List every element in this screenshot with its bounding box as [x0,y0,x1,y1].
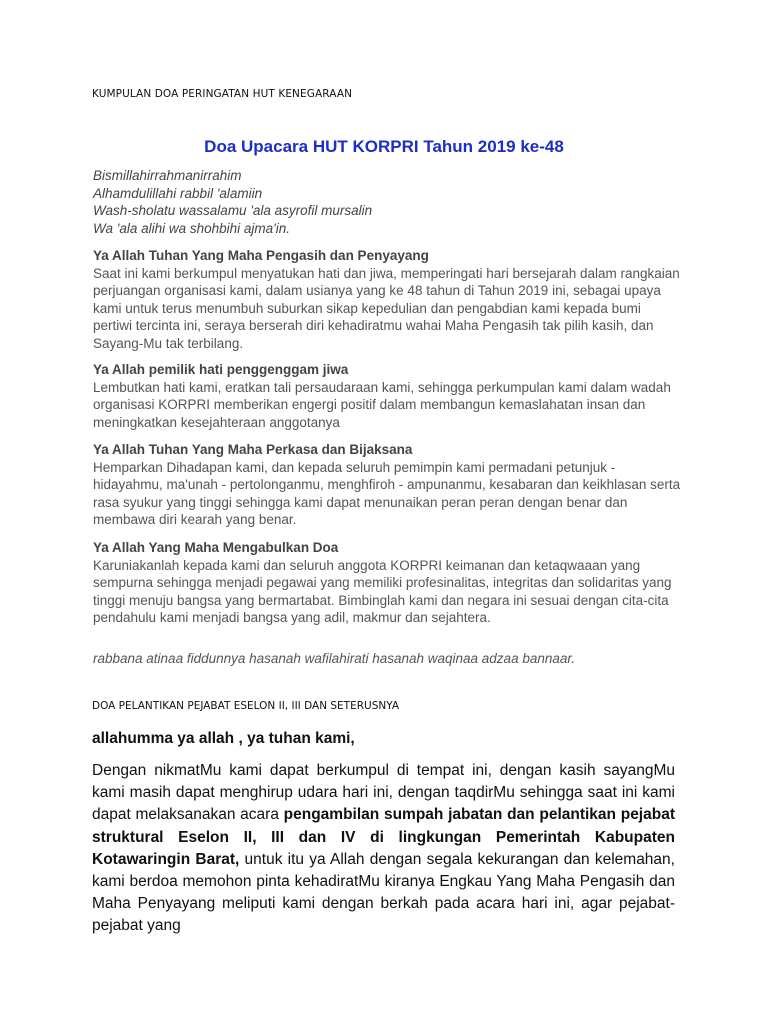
section-body: Hemparkan Dihadapan kami, dan kepada seluruh pemimpin kami permadani petunjuk - hidayahmu, ma'unah - pertolonganmu, menghfiroh - ampunanmu, kesabaran dan keikhlasan serta rasa syukur yang tinggi sehingga kami dapat menunaikan peran peran dengan benar dan membawa diri kearah yang benar. [93,459,681,528]
body-bold-text: pengambilan sumpah jabatan dan pelantikan pejabat struktural Eselon II, III dan IV di lingkungan Pemerintah Kabupaten Kotawaringin Barat, [92,806,675,868]
opening-line: Wash-sholatu wassalamu 'ala asyrofil mursalin [93,203,373,218]
second-body-paragraph [92,760,675,938]
section-heading: Ya Allah pemilik hati penggenggam jiwa [93,362,349,377]
opening-line: Bismillahirrahmanirrahim [93,168,242,183]
body-text: untuk itu ya Allah dengan segala kekurangan dan kelemahan, kami berdoa memohon pinta kehadiratMu kiranya Engkau Yang Maha Pengasih dan Maha Penyayang meliputi kami dengan berkah pada acara hari ini, agar pejabat-pejabat yang [92,850,675,935]
prayer-section-1 [93,247,683,353]
section-body: Karuniakanlah kepada kami dan seluruh anggota KORPRI keimanan dan ketaqwaaan yang sempurna sehingga menjadi pegawai yang memiliki profesinalitas, integritas dan solidaritas yang tinggi menuju bangsa yang bermartabat. Bimbinglah kami dan negara ini sesuai dengan cita-cita pendahulu kami menjadi bangsa yang adil, makmur dan sejahtera. [93,557,672,626]
opening-line: Wa 'ala alihi wa shohbihi ajma'in. [93,220,291,236]
second-opening: allahumma ya allah , ya tuhan kami, [92,730,355,747]
prayer-section-4 [93,539,683,627]
body-text: Dengan nikmatMu kami dapat berkumpul di tempat ini, dengan kasih sayangMu kami masih dapat menghirup udara hari ini, dengan taqdirMu sehingga saat ini kami dapat melaksanakan acara [92,762,675,824]
opening-line: Alhamdulillahi rabbil 'alamiin [93,185,263,201]
section-heading: Ya Allah Tuhan Yang Maha Perkasa dan Bijaksana [93,442,413,457]
closing-prayer: rabbana atinaa fiddunnya hasanah wafilahirati hasanah waqinaa adzaa bannaar. [93,651,576,666]
section-body: Lembutkan hati kami, eratkan tali persaudaraan kami, sehingga perkumpulan kami dalam wadah organisasi KORPRI memberikan engergi positif dalam membangun kemaslahatan insan dan meningkatkan kesejahteraan anggotanya [93,379,671,430]
document-title: Doa Upacara HUT KORPRI Tahun 2019 ke-48 [204,137,564,156]
prayer-section-3 [93,441,683,529]
second-section-heading: DOA PELANTIKAN PEJABAT ESELON II, III DAN SETERUSNYA [92,700,400,712]
collection-heading: KUMPULAN DOA PERINGATAN HUT KENEGARAAN [92,88,353,100]
section-heading: Ya Allah Tuhan Yang Maha Pengasih dan Penyayang [93,248,429,263]
section-heading: Ya Allah Yang Maha Mengabulkan Doa [93,540,339,555]
section-body: Saat ini kami berkumpul menyatukan hati dan jiwa, memperingati hari bersejarah dalam rangkaian perjuangan organisasi kami, dalam usianya yang ke 48 tahun di Tahun 2019 ini, sebagai upaya kami untuk terus menumbuh suburkan sikap kepedulian dan pengabdian kami kepada bumi pertiwi tercinta ini, seraya berserah diri kehadiratmu wahai Maha Pengasih tak pilih kasih, dan Sayang-Mu tak terbilang. [93,265,680,351]
prayer-section-2 [93,361,683,431]
opening-lines [93,167,683,237]
